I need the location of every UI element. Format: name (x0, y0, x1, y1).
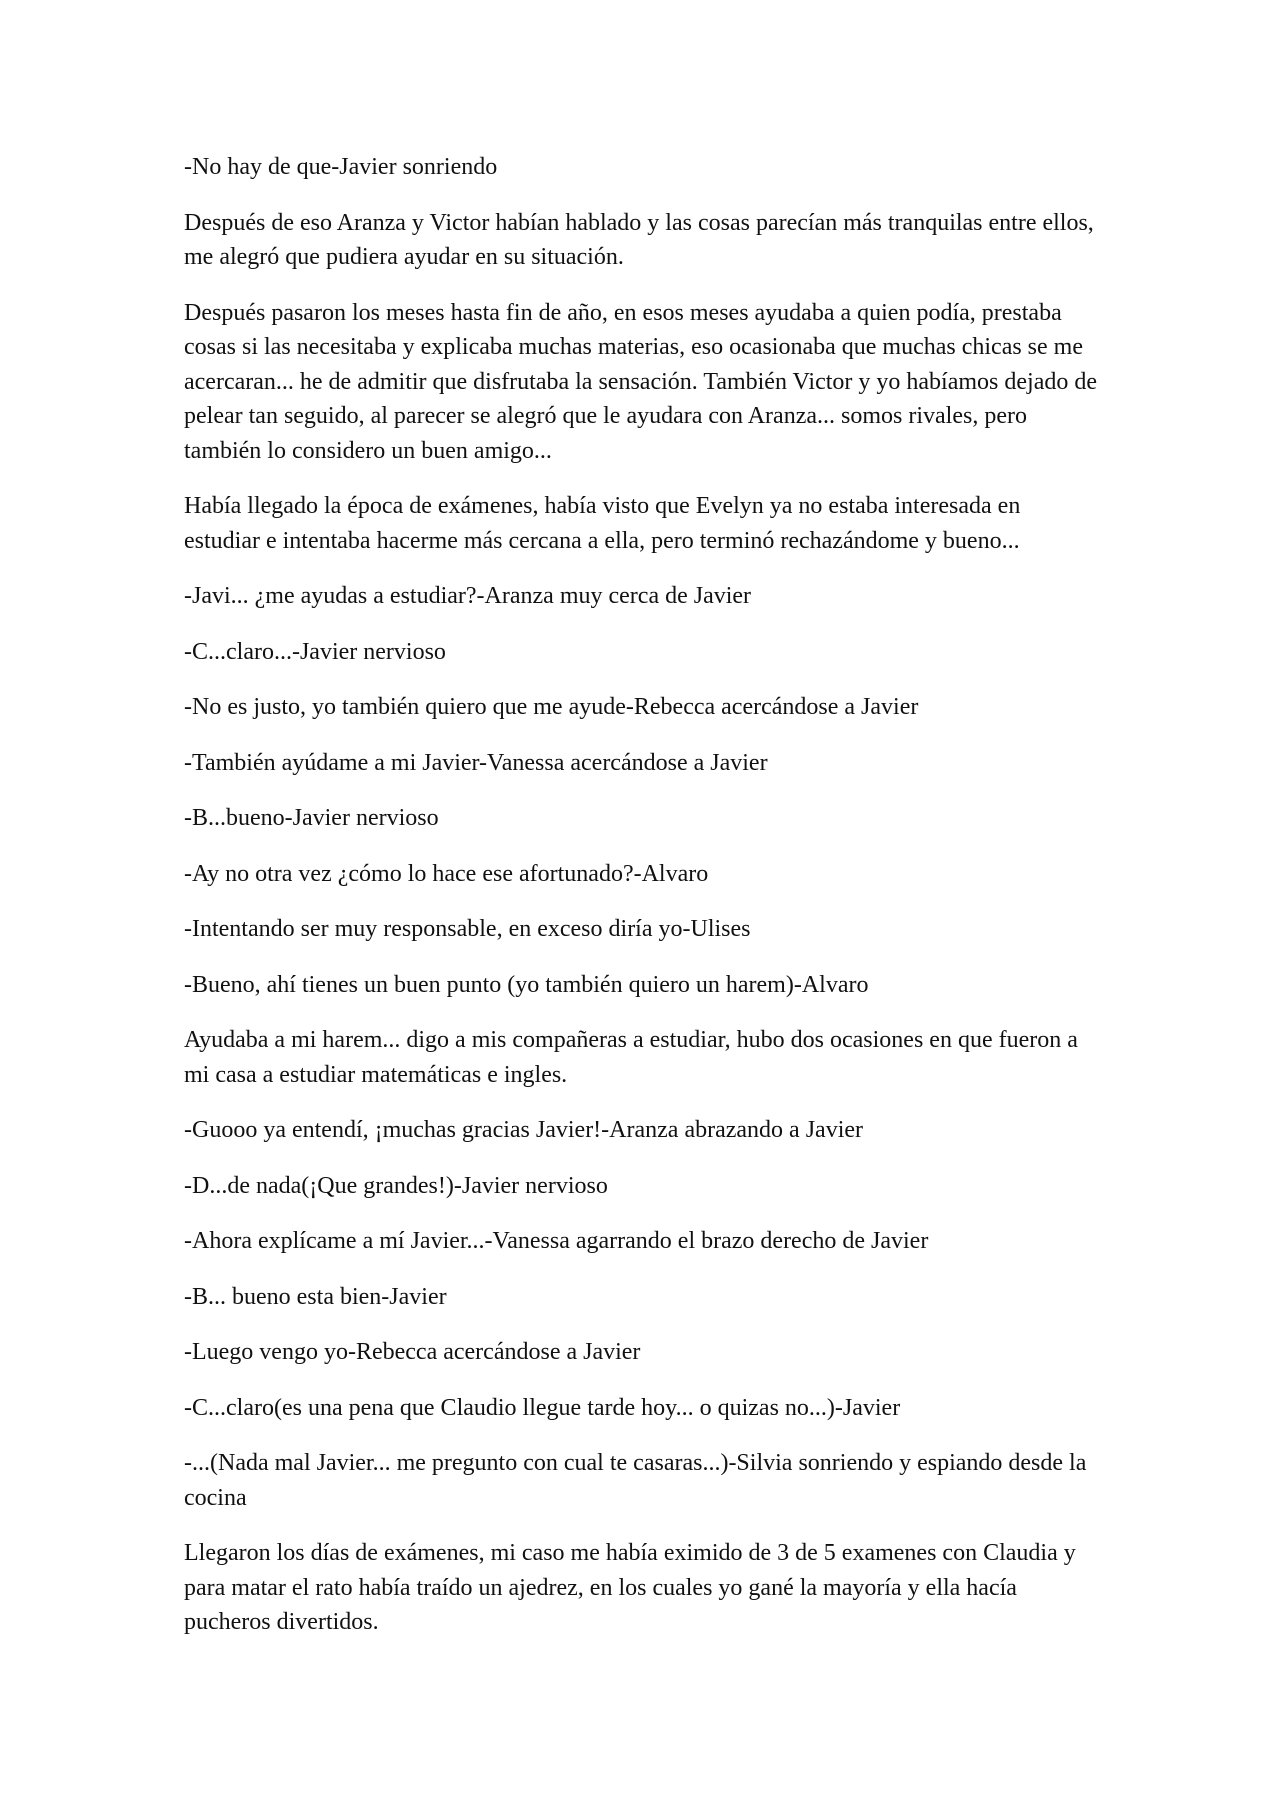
paragraph: Ayudaba a mi harem... digo a mis compañeras a estudiar, hubo dos ocasiones en que fueron a mi casa a estudiar matemáticas e ingles. (184, 1027, 1078, 1088)
dialogue-line: -Bueno, ahí tienes un buen punto (yo también quiero un harem)-Alvaro (184, 971, 869, 998)
dialogue-line: -Ahora explícame a mí Javier...-Vanessa agarrando el brazo derecho de Javier (184, 1228, 929, 1254)
paragraph: Llegaron los días de exámenes, mi caso me había eximido de 3 de 5 examenes con Claudia y para matar el rato había traído un ajedrez, en los cuales yo gané la mayoría y ella hacía pucheros divertidos. (184, 1540, 1076, 1635)
paragraph: Había llegado la época de exámenes, había visto que Evelyn ya no estaba interesada en estudiar e intentaba hacerme más cercana a ella, pero terminó rechazándome y bueno... (184, 493, 1021, 554)
dialogue-line: -Ay no otra vez ¿cómo lo hace ese afortunado?-Alvaro (184, 860, 709, 887)
dialogue-line: -C...claro(es una pena que Claudio llegue tarde hoy... o quizas no...)-Javier (184, 1394, 901, 1421)
paragraph: -No hay de que-Javier sonriendo (184, 154, 498, 180)
paragraph: Después de eso Aranza y Victor habían hablado y las cosas parecían más tranquilas entre ellos, me alegró que pudiera ayudar en su situación. (184, 209, 1094, 270)
paragraph: Después pasaron los meses hasta fin de año, en esos meses ayudaba a quien podía, prestaba cosas si las necesitaba y explicaba muchas materias, eso ocasionaba que muchas chicas se me acercaran... he de admitir que disfrutaba la sensación. También Victor y yo habíamos dejado de pelear tan seguido, al parecer se alegró que le ayudara con Aranza... somos rivales, pero también lo considero un buen amigo... (184, 299, 1097, 464)
dialogue-line: -Guooo ya entendí, ¡muchas gracias Javier!-Aranza abrazando a Javier (184, 1117, 864, 1143)
dialogue-line: -C...claro...-Javier nervioso (184, 638, 446, 665)
dialogue-line: -Intentando ser muy responsable, en exceso diría yo-Ulises (184, 916, 751, 942)
dialogue-line: -Luego vengo yo-Rebecca acercándose a Javier (184, 1339, 641, 1365)
dialogue-line: -B... bueno esta bien-Javier (184, 1283, 447, 1310)
dialogue-line: -Javi... ¿me ayudas a estudiar?-Aranza muy cerca de Javier (184, 583, 752, 609)
dialogue-line: -...(Nada mal Javier... me pregunto con cual te casaras...)-Silvia sonriendo y espiando desde la cocina (184, 1450, 1087, 1511)
dialogue-line: -B...bueno-Javier nervioso (184, 805, 439, 831)
document-body (184, 150, 1100, 1661)
dialogue-line: -No es justo, yo también quiero que me ayude-Rebecca acercándose a Javier (184, 694, 919, 720)
dialogue-line: -D...de nada(¡Que grandes!)-Javier nervioso (184, 1172, 608, 1199)
dialogue-line: -También ayúdame a mi Javier-Vanessa acercándose a Javier (184, 749, 768, 776)
